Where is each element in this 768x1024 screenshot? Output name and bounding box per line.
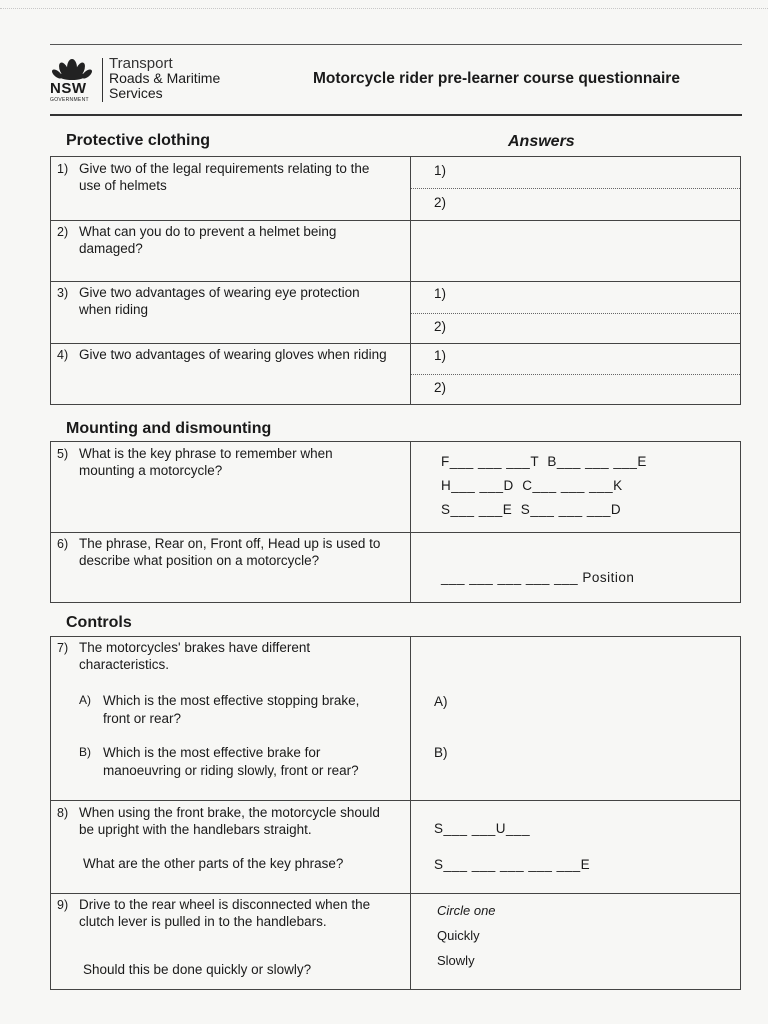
section-heading-mounting: Mounting and dismounting	[66, 420, 272, 437]
question-number: 4)	[57, 348, 69, 362]
question-row-5	[51, 442, 740, 532]
key-phrase-blanks-line-1[interactable]: S___ ___U___	[434, 821, 531, 836]
question-text: What can you do to prevent a helmet being damaged?	[79, 224, 337, 256]
question-row-4	[51, 343, 740, 404]
question-2	[57, 224, 402, 257]
key-phrase-blanks-line-2[interactable]: S___ ___ ___ ___ ___E	[434, 857, 591, 872]
answer-slot-2[interactable]: 2)	[434, 319, 447, 334]
question-row-3	[51, 281, 740, 343]
question-text: Give two advantages of wearing gloves when riding	[79, 347, 387, 362]
agency-name	[109, 56, 220, 101]
question-5	[57, 446, 402, 479]
question-8	[57, 805, 402, 838]
question-number: 7)	[57, 641, 69, 655]
question-row-6	[51, 532, 740, 602]
document-title: Motorcycle rider pre-learner course questionnaire	[313, 70, 680, 87]
question-text: Drive to the rear wheel is disconnected when the clutch lever is pulled in to the handlebars.	[79, 897, 371, 929]
position-answer-blanks[interactable]: ___ ___ ___ ___ ___ Position	[441, 570, 635, 585]
key-phrase-blanks-line-3[interactable]: S___ ___E S___ ___ ___D	[441, 502, 622, 517]
question-9-followup: Should this be done quickly or slowly?	[83, 962, 312, 977]
answer-slot-1[interactable]: 1)	[434, 286, 447, 301]
agency-line-1: Transport	[109, 55, 173, 72]
question-7b	[79, 744, 399, 779]
question-number: 1)	[57, 162, 69, 176]
question-9	[57, 897, 402, 930]
question-text: Give two advantages of wearing eye protection when riding	[79, 285, 360, 317]
answer-divider	[411, 374, 740, 375]
answer-slot-1[interactable]: 1)	[434, 163, 447, 178]
logo-divider	[102, 58, 103, 102]
key-phrase-blanks-line-1[interactable]: F___ ___ ___T B___ ___ ___E	[441, 454, 647, 469]
answer-slot-2[interactable]: 2)	[434, 195, 447, 210]
scan-edge-line	[0, 8, 768, 9]
question-row-7	[51, 637, 740, 800]
question-row-1	[51, 157, 740, 220]
question-row-9	[51, 893, 740, 989]
circle-one-hint: Circle one	[437, 903, 496, 918]
question-6	[57, 536, 402, 569]
sub-question-text: Which is the most effective stopping brake, front or rear?	[103, 693, 360, 726]
key-phrase-blanks-line-2[interactable]: H___ ___D C___ ___ ___K	[441, 478, 623, 493]
header-bottom-rule	[50, 114, 742, 116]
question-number: 2)	[57, 225, 69, 239]
agency-line-3: Services	[109, 85, 163, 101]
question-number: 8)	[57, 806, 69, 820]
header-top-rule	[50, 44, 742, 45]
question-text: The motorcycles' brakes have different characteristics.	[79, 640, 311, 672]
answer-slot-2[interactable]: 2)	[434, 380, 447, 395]
question-3	[57, 285, 402, 318]
sub-question-number: A)	[79, 693, 91, 707]
question-text: Give two of the legal requirements relating to the use of helmets	[79, 161, 370, 193]
question-text: When using the front brake, the motorcycle should be upright with the handlebars straight.	[79, 805, 380, 837]
option-quickly[interactable]: Quickly	[437, 928, 480, 943]
question-8-followup: What are the other parts of the key phrase?	[83, 856, 344, 871]
question-row-8	[51, 800, 740, 893]
question-text: The phrase, Rear on, Front off, Head up is used to describe what position on a motorcycle?	[79, 536, 381, 568]
question-number: 6)	[57, 537, 69, 551]
answer-slot-1[interactable]: 1)	[434, 348, 447, 363]
sub-question-text: Which is the most effective brake for manoeuvring or riding slowly, front or rear?	[103, 745, 359, 778]
question-row-2	[51, 220, 740, 281]
agency-line-2: Roads & Maritime	[109, 70, 221, 86]
answer-slot-a[interactable]: A)	[434, 694, 448, 709]
answer-slot-b[interactable]: B)	[434, 745, 448, 760]
answers-heading: Answers	[508, 133, 575, 150]
section-heading-protective-clothing: Protective clothing	[66, 132, 211, 149]
question-number: 9)	[57, 898, 69, 912]
table-protective-clothing	[50, 156, 741, 405]
question-4	[57, 347, 402, 364]
question-7	[57, 640, 402, 673]
option-slowly[interactable]: Slowly	[437, 953, 475, 968]
answer-divider	[411, 188, 740, 189]
logo-government-text: GOVERNMENT	[50, 97, 89, 103]
question-1	[57, 161, 402, 194]
logo-nsw-text: NSW	[50, 80, 87, 97]
question-number: 5)	[57, 447, 69, 461]
question-number: 3)	[57, 286, 69, 300]
table-controls	[50, 636, 741, 990]
question-text: What is the key phrase to remember when mounting a motorcycle?	[79, 446, 333, 478]
question-7a	[79, 692, 399, 727]
table-mounting	[50, 441, 741, 603]
answer-divider	[411, 313, 740, 314]
sub-question-number: B)	[79, 745, 91, 759]
section-heading-controls: Controls	[66, 614, 132, 631]
